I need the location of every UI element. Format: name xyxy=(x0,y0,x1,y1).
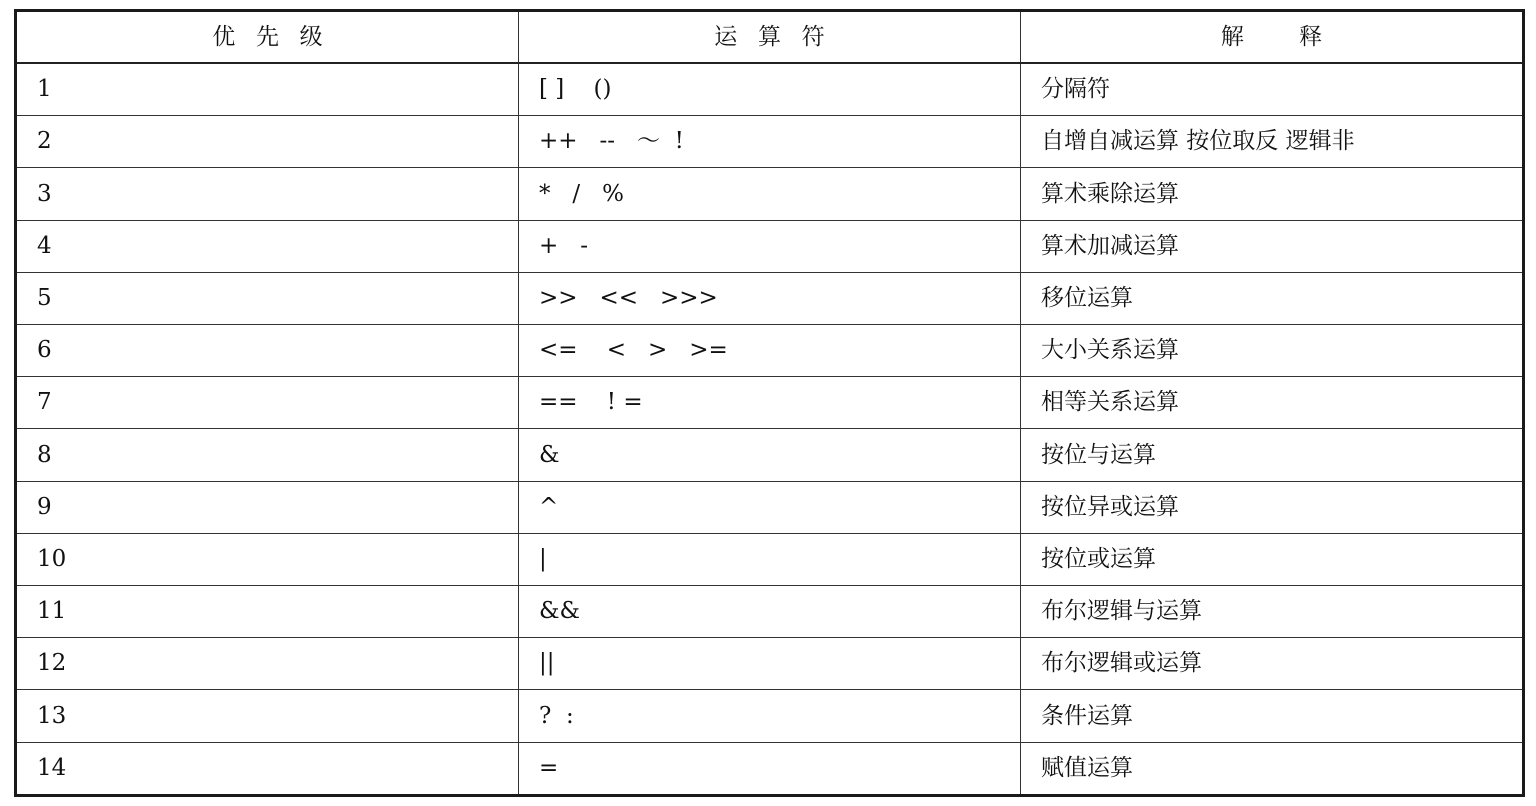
table-row xyxy=(16,690,1524,742)
operator-cell: <= < > >= xyxy=(519,325,1021,377)
table-row xyxy=(16,586,1524,638)
priority-cell: 12 xyxy=(16,638,519,690)
operator-cell: & xyxy=(519,429,1021,481)
operator-cell: ? : xyxy=(519,690,1021,742)
header-priority: 优先级 xyxy=(16,11,519,64)
table-body xyxy=(16,63,1524,796)
header-operator: 运算符 xyxy=(519,11,1021,64)
operator-cell: && xyxy=(519,586,1021,638)
priority-cell: 2 xyxy=(16,116,519,168)
operator-cell: = xyxy=(519,742,1021,795)
priority-cell: 14 xyxy=(16,742,519,795)
table-row xyxy=(16,63,1524,116)
operator-cell: || xyxy=(519,638,1021,690)
priority-cell: 7 xyxy=(16,377,519,429)
operator-cell: == ! = xyxy=(519,377,1021,429)
operator-cell: >> << >>> xyxy=(519,272,1021,324)
operator-cell: ^ xyxy=(519,481,1021,533)
operator-cell: [ ] () xyxy=(519,63,1021,116)
explanation-cell: 条件运算 xyxy=(1021,690,1524,742)
operator-cell: + - xyxy=(519,220,1021,272)
table-row xyxy=(16,325,1524,377)
explanation-cell: 大小关系运算 xyxy=(1021,325,1524,377)
table-row xyxy=(16,168,1524,220)
priority-cell: 8 xyxy=(16,429,519,481)
explanation-cell: 布尔逻辑或运算 xyxy=(1021,638,1524,690)
explanation-cell: 算术乘除运算 xyxy=(1021,168,1524,220)
operator-cell: | xyxy=(519,533,1021,585)
table-row xyxy=(16,220,1524,272)
priority-cell: 1 xyxy=(16,63,519,116)
explanation-cell: 分隔符 xyxy=(1021,63,1524,116)
explanation-cell: 按位与运算 xyxy=(1021,429,1524,481)
table-row xyxy=(16,481,1524,533)
priority-cell: 3 xyxy=(16,168,519,220)
table-row xyxy=(16,742,1524,795)
table-row xyxy=(16,533,1524,585)
explanation-cell: 移位运算 xyxy=(1021,272,1524,324)
priority-cell: 9 xyxy=(16,481,519,533)
operator-cell: * / % xyxy=(519,168,1021,220)
explanation-cell: 布尔逻辑与运算 xyxy=(1021,586,1524,638)
explanation-cell: 赋值运算 xyxy=(1021,742,1524,795)
operator-precedence-table xyxy=(14,9,1525,797)
explanation-cell: 自增自减运算 按位取反 逻辑非 xyxy=(1021,116,1524,168)
operator-cell: ++ -- ～ ! xyxy=(519,116,1021,168)
table-row xyxy=(16,116,1524,168)
header-row xyxy=(16,11,1524,64)
table-row xyxy=(16,377,1524,429)
explanation-cell: 按位或运算 xyxy=(1021,533,1524,585)
explanation-cell: 相等关系运算 xyxy=(1021,377,1524,429)
priority-cell: 13 xyxy=(16,690,519,742)
priority-cell: 4 xyxy=(16,220,519,272)
table-row xyxy=(16,429,1524,481)
table-row xyxy=(16,272,1524,324)
explanation-cell: 按位异或运算 xyxy=(1021,481,1524,533)
priority-cell: 11 xyxy=(16,586,519,638)
priority-cell: 6 xyxy=(16,325,519,377)
header-explanation: 解释 xyxy=(1021,11,1524,64)
table-header xyxy=(16,11,1524,64)
priority-cell: 5 xyxy=(16,272,519,324)
table-row xyxy=(16,638,1524,690)
priority-cell: 10 xyxy=(16,533,519,585)
explanation-cell: 算术加减运算 xyxy=(1021,220,1524,272)
